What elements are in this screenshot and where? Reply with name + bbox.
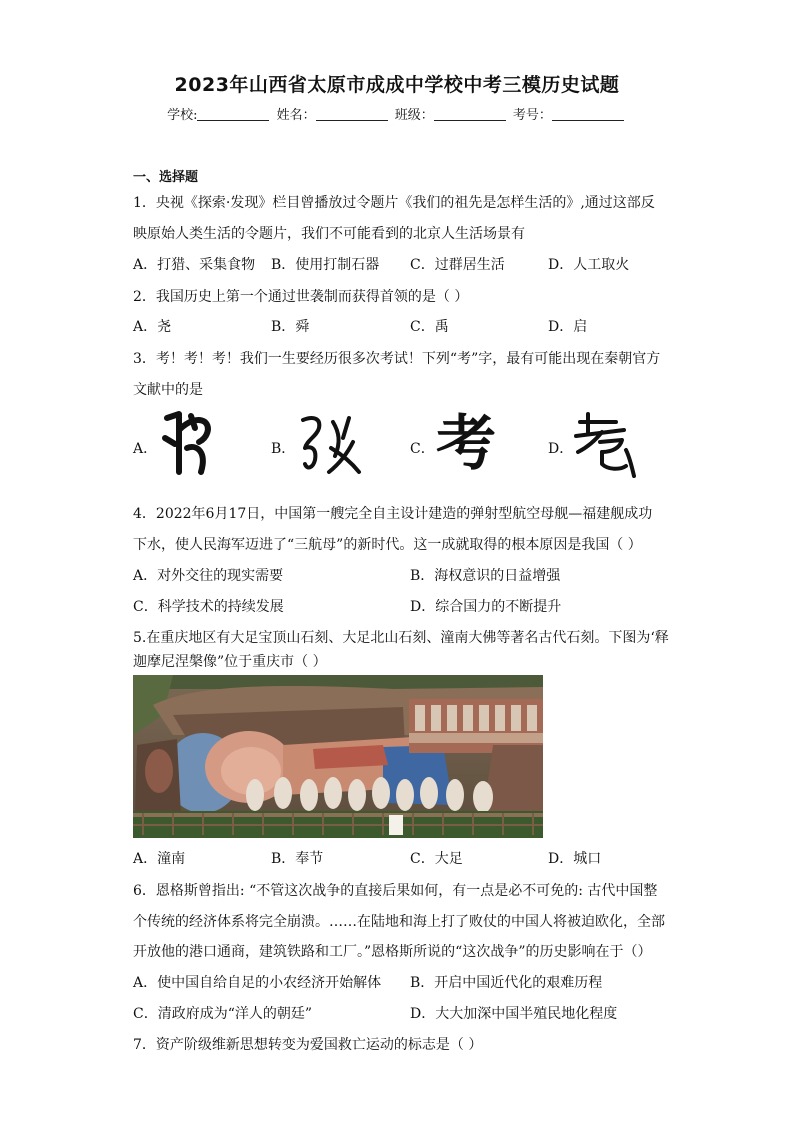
- question-4-option-d[interactable]: D．综合国力的不断提升: [410, 599, 562, 615]
- question-1-line-2: 映原始人类生活的令题片，我们不可能看到的北京人生活场景有: [133, 226, 525, 242]
- question-6-line-1: 6．恩格斯曾指出: “不管这次战争的直接后果如何，有一点是必不可免的: 古代中国整: [133, 883, 658, 899]
- option-c-label: C．: [410, 441, 435, 457]
- regular-kao-glyph: 考: [436, 409, 496, 479]
- exam-no-label: 考号：: [512, 108, 552, 123]
- option-a-label: A．: [133, 441, 158, 457]
- question-3-option-a[interactable]: [133, 408, 233, 482]
- seal-kao-glyph-icon: [572, 408, 638, 480]
- question-5-option-d[interactable]: D．城口: [548, 851, 602, 867]
- question-5-line-1: 5.在重庆地区有大足宝顶山石刻、大足北山石刻、潼南大佛等著名古代石刻。下图为‘释: [133, 630, 669, 646]
- school-field[interactable]: [197, 108, 269, 121]
- exam-no-field[interactable]: [552, 108, 624, 121]
- question-2-option-d[interactable]: D．启: [548, 319, 588, 335]
- question-1-option-b[interactable]: B．使用打制石器: [271, 257, 380, 273]
- option-b-label: B．: [271, 441, 296, 457]
- question-1-option-d[interactable]: D．人工取火: [548, 257, 630, 273]
- question-3-line-2: 文献中的是: [133, 382, 203, 398]
- question-2-line-1: 2．我国历史上第一个通过世袭制而获得首领的是（ ）: [133, 289, 469, 305]
- question-1-line-1: 1．央视《探索·发现》栏目曾播放过令题片《我们的祖先是怎样生活的》,通过这部反: [133, 195, 655, 211]
- question-6-option-b[interactable]: B．开启中国近代化的艰难历程: [410, 975, 603, 991]
- question-6-line-3: 开放他的港口通商，建筑铁路和工厂。”恩格斯所说的“这次战争”的历史影响在于（）: [133, 944, 652, 960]
- question-4-option-b[interactable]: B．海权意识的日益增强: [410, 568, 561, 584]
- question-4-line-2: 下水，使人民海军迈进了“三航母”的新时代。这一成就取得的根本原因是我国（ ）: [133, 537, 642, 553]
- school-label: 学校:: [167, 108, 198, 123]
- question-3-option-b[interactable]: [271, 408, 371, 482]
- question-7-line-1: 7．资产阶级维新思想转变为爱国救亡运动的标志是（ ）: [133, 1037, 483, 1053]
- name-label: 姓名：: [276, 108, 316, 123]
- class-field[interactable]: [434, 108, 506, 121]
- question-6-option-a[interactable]: A．使中国自给自足的小农经济开始解体: [133, 975, 382, 991]
- oracle-kao-glyph-icon: [157, 408, 217, 480]
- name-field[interactable]: [316, 108, 388, 121]
- question-4-option-c[interactable]: C．科学技术的持续发展: [133, 599, 284, 615]
- question-5-option-a[interactable]: A．潼南: [133, 851, 186, 867]
- question-3-option-c[interactable]: [410, 408, 520, 482]
- question-5-option-b[interactable]: B．奉节: [271, 851, 324, 867]
- reclining-buddha-photo: [133, 675, 543, 838]
- question-3-option-d[interactable]: [548, 408, 658, 482]
- question-4-line-1: 4．2022年6月17日，中国第一艘完全自主设计建造的弹射型航空母舰—福建舰成功: [133, 506, 653, 522]
- question-5-option-c[interactable]: C．大足: [410, 851, 463, 867]
- question-2-option-c[interactable]: C．禹: [410, 319, 449, 335]
- question-6-option-d[interactable]: D．大大加深中国半殖民地化程度: [410, 1006, 618, 1022]
- class-label: 班级：: [394, 108, 434, 123]
- question-6-option-c[interactable]: C．清政府成为“洋人的朝廷”: [133, 1006, 313, 1022]
- question-6-line-2: 个传统的经济体系将完全崩溃。……在陆地和海上打了败仗的中国人将被迫欧化，全部: [133, 914, 665, 930]
- question-3-line-1: 3．考！考！考！我们一生要经历很多次考试！下列“考”字，最有可能出现在秦朝官方: [133, 351, 661, 367]
- question-1-option-a[interactable]: A．打猎、采集食物: [133, 257, 256, 273]
- question-2-option-a[interactable]: A．尧: [133, 319, 172, 335]
- student-info-row: [0, 104, 794, 123]
- cursive-kao-glyph-icon: [295, 408, 365, 480]
- question-4-option-a[interactable]: A．对外交往的现实需要: [133, 568, 284, 584]
- question-5-line-2: 迦摩尼涅槃像”位于重庆市（ ）: [133, 654, 327, 670]
- option-d-label: D．: [548, 441, 574, 457]
- question-1-option-c[interactable]: C．过群居生活: [410, 257, 505, 273]
- page-title: 2023年山西省太原市成成中学校中考三模历史试题: [174, 74, 620, 96]
- section-title: 一、选择题: [133, 170, 199, 185]
- question-2-option-b[interactable]: B．舜: [271, 319, 310, 335]
